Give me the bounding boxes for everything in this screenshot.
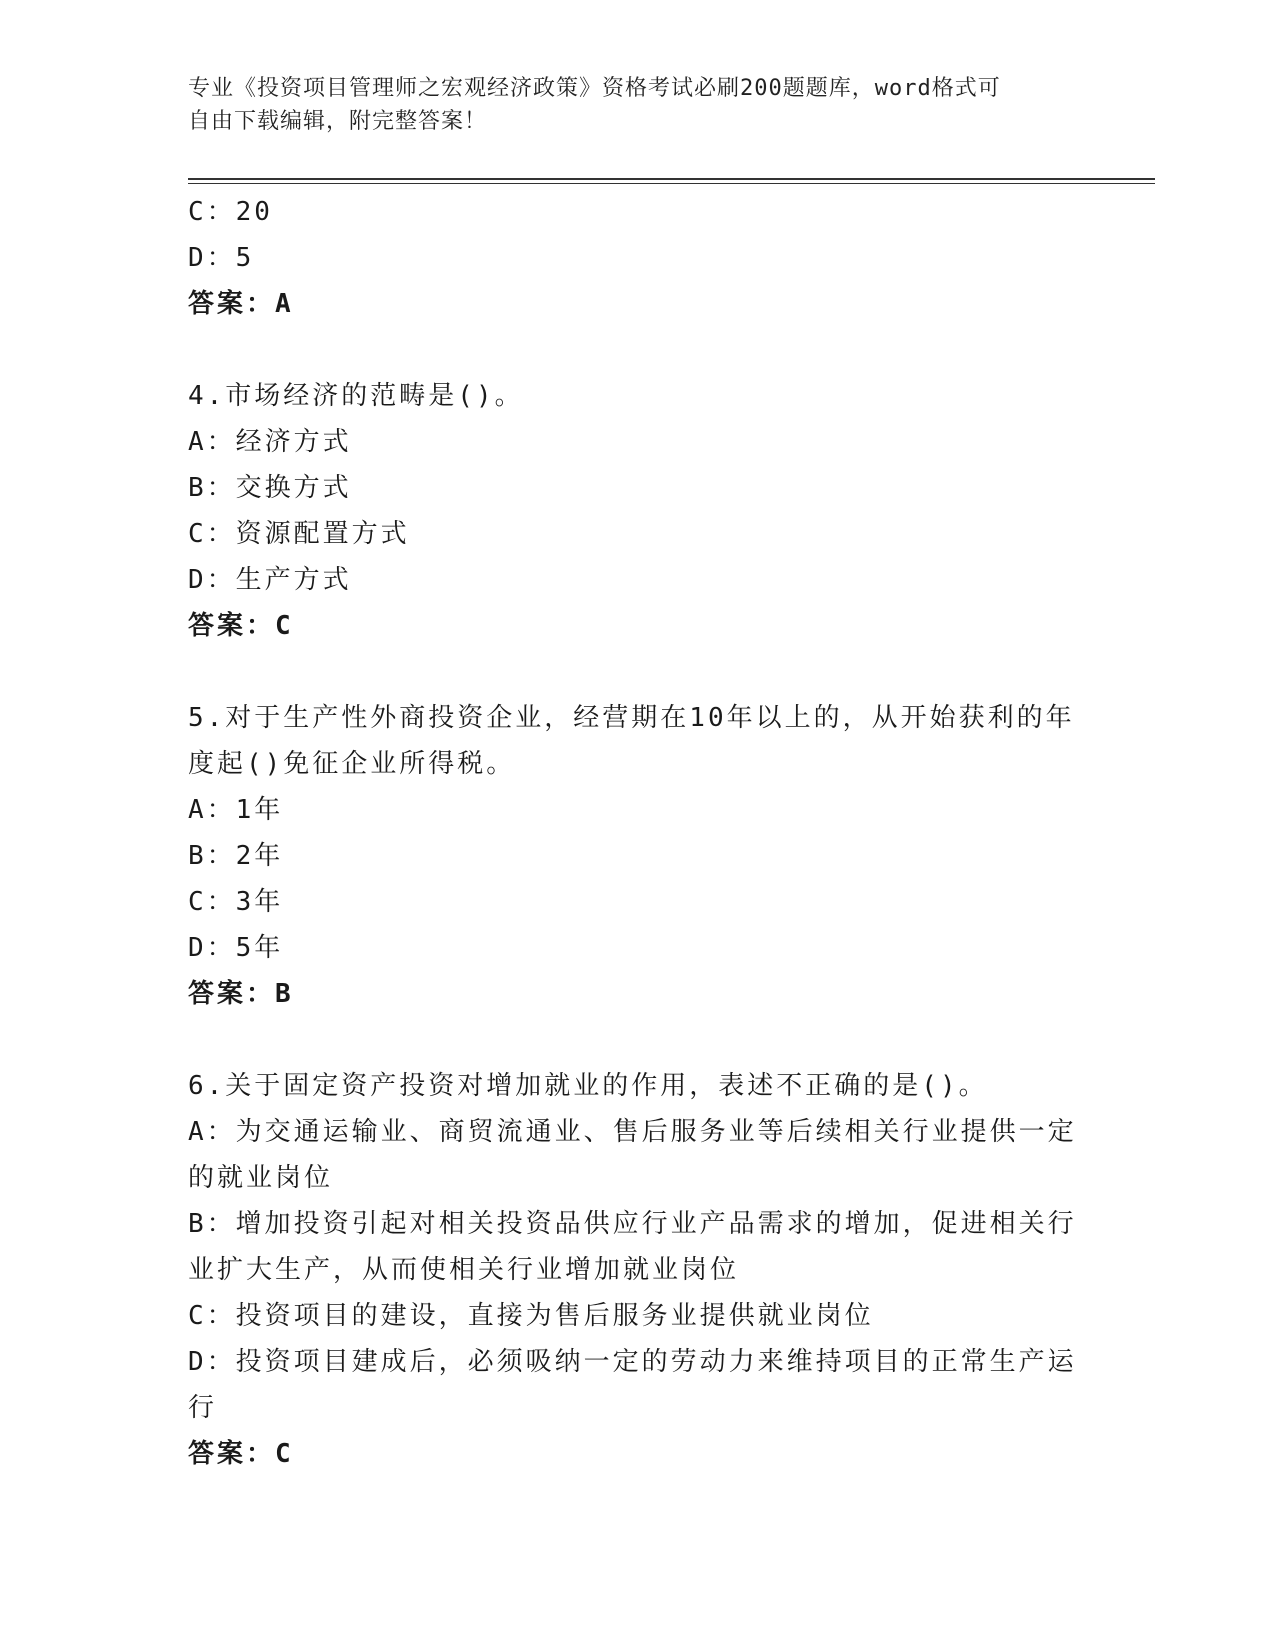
option-a-line-2: 的就业岗位	[188, 1163, 334, 1193]
answer-line: 答案：C	[188, 611, 294, 641]
header-divider	[188, 178, 1155, 180]
page-header	[188, 72, 1068, 138]
option-b: B：2年	[188, 841, 284, 871]
header-line-2: 自由下载编辑，附完整答案！	[188, 109, 488, 134]
question-stem: 6.关于固定资产投资对增加就业的作用，表述不正确的是()。	[188, 1071, 988, 1101]
option-c: C：3年	[188, 887, 284, 917]
spacer	[188, 649, 1088, 695]
answer-line: 答案：C	[188, 1439, 294, 1469]
header-line-1: 专业《投资项目管理师之宏观经济政策》资格考试必刷200题题库，word格式可	[188, 76, 1001, 101]
option-c: C：投资项目的建设，直接为售后服务业提供就业岗位	[188, 1301, 874, 1331]
option-a: A：经济方式	[188, 427, 352, 457]
option-a-line-1: A：为交通运输业、商贸流通业、售后服务业等后续相关行业提供一定	[188, 1117, 1077, 1147]
answer-line: 答案：B	[188, 979, 294, 1009]
question-6	[188, 1063, 1088, 1477]
question-stem-line-2: 度起()免征企业所得税。	[188, 749, 516, 779]
question-4	[188, 373, 1088, 649]
option-b: B：交换方式	[188, 473, 352, 503]
question-stem-line-1: 5.对于生产性外商投资企业，经营期在10年以上的，从开始获利的年	[188, 703, 1075, 733]
option-d: D：生产方式	[188, 565, 352, 595]
option-c: C：资源配置方式	[188, 519, 410, 549]
spacer	[188, 1017, 1088, 1063]
option-d-line-1: D：投资项目建成后，必须吸纳一定的劳动力来维持项目的正常生产运	[188, 1347, 1077, 1377]
option-c: C：20	[188, 197, 273, 227]
option-a: A：1年	[188, 795, 284, 825]
option-b-line-2: 业扩大生产，从而使相关行业增加就业岗位	[188, 1255, 740, 1285]
option-d: D：5	[188, 243, 255, 273]
question-list	[188, 189, 1088, 1477]
spacer	[188, 327, 1088, 373]
question-5	[188, 695, 1088, 1017]
header-divider-thin	[188, 183, 1155, 184]
option-d: D：5年	[188, 933, 284, 963]
option-b-line-1: B：增加投资引起对相关投资品供应行业产品需求的增加，促进相关行	[188, 1209, 1077, 1239]
question-3-continued	[188, 189, 1088, 327]
question-stem: 4.市场经济的范畴是()。	[188, 381, 524, 411]
option-d-line-2: 行	[188, 1393, 218, 1423]
answer-line: 答案：A	[188, 289, 294, 319]
